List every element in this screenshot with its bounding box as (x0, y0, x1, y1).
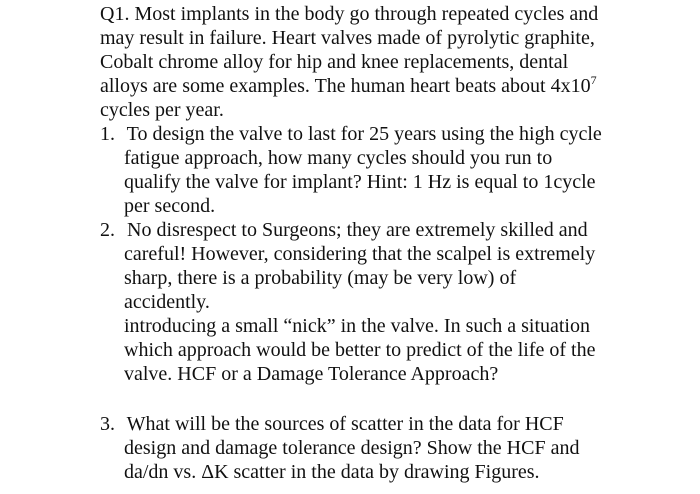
item-1-line-3: qualify the valve for implant? Hint: 1 Hz is equal to 1cycle (124, 171, 596, 193)
item-2-first-line (100, 218, 588, 242)
beats-text: alloys are some examples. The human heart beats about 4x10 (100, 75, 591, 97)
item-2-line-4: accidently. (124, 291, 210, 313)
item-3-line-2: design and damage tolerance design? Show the HCF and (124, 437, 580, 459)
item-1-number: 1. (100, 123, 115, 145)
intro-line-2: may result in failure. Heart valves made of pyrolytic graphite, (100, 27, 595, 49)
beats-exponent: 7 (590, 73, 597, 87)
item-1-line-1: To design the valve to last for 25 years using the high cycle (126, 123, 602, 145)
intro-line-1: Q1. Most implants in the body go through repeated cycles and (100, 3, 599, 25)
item-3-first-line (100, 412, 564, 436)
item-2-line-3: sharp, there is a probability (may be very low) of (124, 267, 517, 289)
item-3-line-3: da/dn vs. ΔK scatter in the data by drawing Figures. (124, 461, 540, 483)
item-2-line-5: introducing a small “nick” in the valve. In such a situation (124, 315, 590, 337)
item-3-number: 3. (100, 413, 115, 435)
intro-line-5: cycles per year. (100, 99, 224, 121)
intro-line-4 (100, 74, 597, 98)
item-2-line-1: No disrespect to Surgeons; they are extremely skilled and (127, 219, 588, 241)
item-2-line-2: careful! However, considering that the scalpel is extremely (124, 243, 596, 265)
item-2-number: 2. (100, 219, 115, 241)
intro-line-3: Cobalt chrome alloy for hip and knee replacements, dental (100, 51, 569, 73)
item-1-line-2: fatigue approach, how many cycles should you run to (124, 147, 553, 169)
item-1-line-4: per second. (124, 195, 216, 217)
item-2-line-7: valve. HCF or a Damage Tolerance Approach? (124, 363, 499, 385)
item-1-first-line (100, 122, 602, 146)
item-3-line-1: What will be the sources of scatter in the data for HCF (126, 413, 564, 435)
item-2-line-6: which approach would be better to predict of the life of the (124, 339, 596, 361)
